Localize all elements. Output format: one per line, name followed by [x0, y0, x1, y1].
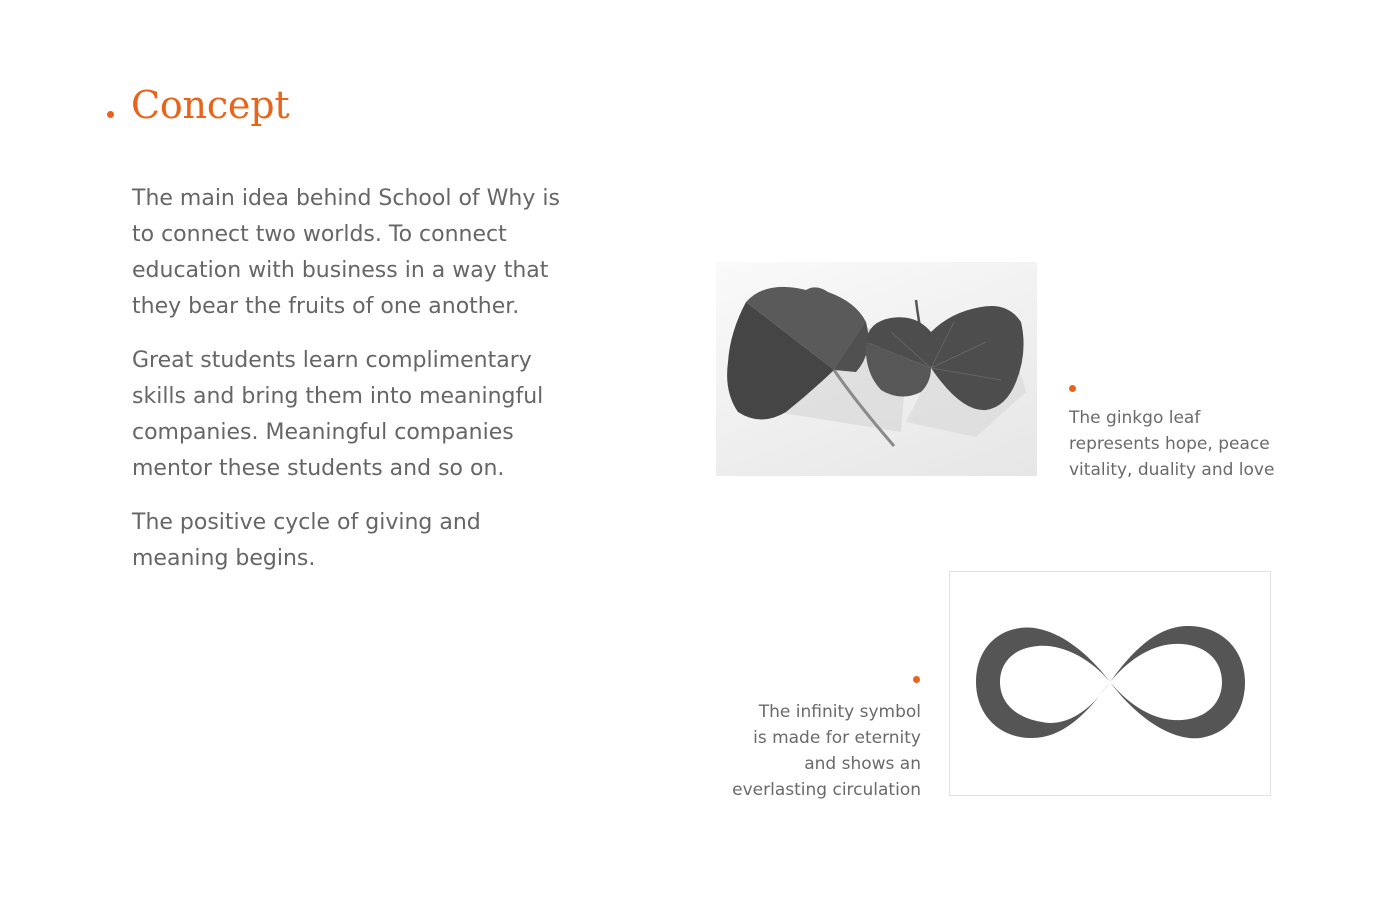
infinity-symbol-box [949, 571, 1271, 796]
infinity-caption [700, 699, 921, 803]
intro-paragraph: Great students learn complimentary skills and bring them into meaningful companies. Meaningful companies mentor these students and so on. [132, 348, 544, 481]
page-title: Concept [131, 83, 290, 127]
infinity-symbol-icon [976, 626, 1245, 738]
infinity-caption-dot [913, 676, 920, 683]
title-bullet-dot [107, 111, 114, 118]
caption-line: represents hope, peace [1069, 434, 1270, 454]
caption-line: is made for eternity [753, 728, 921, 748]
caption-line: everlasting circulation [732, 780, 921, 800]
caption-line: vitality, duality and love [1069, 460, 1275, 480]
ginkgo-caption [1069, 405, 1299, 483]
ginkgo-caption-dot [1069, 385, 1076, 392]
caption-line: The infinity symbol [758, 702, 921, 722]
intro-paragraph: The positive cycle of giving and meaning begins. [132, 510, 481, 571]
intro-paragraph: The main idea behind School of Why is to connect two worlds. To connect education with business in a way that they bear the fruits of one another. [132, 186, 560, 319]
intro-text [132, 181, 582, 595]
caption-line: and shows an [804, 754, 921, 774]
caption-line: The ginkgo leaf [1069, 408, 1201, 428]
ginkgo-leaves-photo [716, 262, 1037, 476]
